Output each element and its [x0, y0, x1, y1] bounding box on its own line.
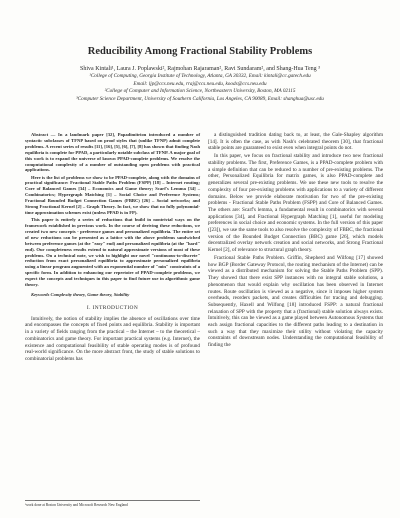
section-heading-introduction: I. INTRODUCTION: [86, 304, 139, 311]
body-paragraph: In this paper, we focus on fractional stability and introduce two new fractional stability problems. The first, Preference Games, is a PPAD-complete problem with a simple definition that can be reduced to a number of pre-existing problems. The other, Personalized Equilibria for matrix games, is also PPAD-complete and generalizes several pre-existing problems. We use these new tools to resolve the complexity of four pre-existing problems with applications to a variety of different domains. Below we provide elaborate motivation for two of the pre-existing problems - Fractional Stable Paths Problem (FSPP) and Core of Balanced Games. The others are: Scarf's lemma, a fundamental result in combinatorics with several applications [34], and Fractional Hypergraph Matching [1], useful for modeling preferences in social choice and economic systems. In the full version of this paper ([23]), we use the same tools to also resolve the complexity of FBBC, the fractional version of the Bounded Budget Connection (BBC) game [26], which models decentralized overlay network creation and social networks, and Strong Fractional Kernel [2], of relevance to structural graph theory.: [208, 153, 383, 254]
abstract: [25, 132, 200, 298]
affiliation-2: ²College of Computer and Information Science, Northeastern University, Boston, MA 02115: [104, 88, 296, 95]
abstract-paragraph: Abstract — In a landmark paper [32], Papadimitriou introduced a number of syntactic subclasses of TFNP based on proof styles that (unlike TFNP) admit complete problems. A recent series of results [11], [16], [5], [6], [7], [8] has shown that finding Nash equilibria is complete for PPAD, a particularly notable subclass of TFNP. A major goal of this work is to expand the universe of known PPAD-complete problems. We resolve the computational complexity of a number of outstanding open problems with practical applications.: [25, 132, 200, 173]
affiliation-email-2: Email: ljp@ccs.neu.edu, rraj@ccs.neu.edu, koods@ccs.neu.edu: [133, 80, 267, 87]
left-column: [25, 132, 200, 364]
body-paragraph: a distinguished tradition dating back to, at least, the Gale-Shapley algorithm [14]. It is often the case, as with Nash's celebrated theorem [30], that fractional stable points are guaranteed to exist even when integral points do not.: [208, 132, 383, 152]
paper-title: Reducibility Among Fractional Stability Problems: [87, 46, 313, 57]
footnote: ¹work done at Boston University and Microsoft Research New England: [25, 500, 200, 507]
abstract-paragraph: This paper is entirely a series of reductions that build in nontrivial ways on the framework established in previous work. In the course of deriving these reductions, we created two new concepts - preference games and personalized equilibria. The entire set of new reductions can be presented as a lattice with the above problems sandwiched between preference games (at the "easy" end) and personalized equilibria (at the "hard" end). Our completeness results extend to natural approximate versions of most of these problems. On a technical note, we wish to highlight our novel "continuous-to-discrete" reduction from exact personalized equilibria to approximate personalized equilibria using a linear program augmented with an exponential number of "min" constraints of a specific form. In addition to enhancing our repertoire of PPAD-complete problems, we expect the concepts and techniques in this paper to find future use in algorithmic game theory.: [25, 217, 200, 288]
affiliation-3: ³Computer Science Department, University of Southern California, Los Angeles, CA 90089, Email: shanghua@usc.edu: [76, 95, 324, 102]
right-column: [208, 132, 383, 350]
introduction-body: [25, 316, 200, 363]
keywords: Keywords Complexity theory, Game theory, Stability: [31, 291, 130, 297]
author-block: [0, 66, 400, 103]
abstract-paragraph: Here is the list of problems we show to be PPAD-complete, along with the domains of practical significance: Fractional Stable Paths Problem (FSPP) [18] – Internet routing; Core of Balanced Games [34] – Economics and Game theory; Scarf's Lemma [34] – Combinatorics; Hypergraph Matching [1] – Social Choice and Preference Systems; Fractional Bounded Budget Connection Games (FBBC) [26] – Social networks; and Strong Fractional Kernel [2] – Graph Theory. In fact, we show that no fully polynomial-time approximation schemes exist (unless PPAD is in FP).: [25, 174, 200, 215]
author-names: Shiva Kintali¹, Laura J. Poplawski², Rajmohan Rajaraman², Ravi Sundaram², and Shang-Hua Teng ³: [80, 66, 320, 72]
body-paragraph: Fractional Stable Paths Problem. Griffin, Shepherd and Wilfong [17] showed how BGP (Border Gateway Protocol, the routing mechanism of the Internet) can be viewed as a distributed mechanism for solving the Stable Paths Problem (SPP). They showed that there exist SPP instances with no integral stable solutions, a phenomenon that would explain why oscillation has been observed in Internet routes. Route oscillation is viewed as a negative, since it imposes higher system overheads, reorders packets, and creates difficulties for tracing and debugging. Subsequently, Haxell and Wilfong [18] introduced FSPP: a natural fractional relaxation of SPP with the property that a (fractional) stable solution always exists. Intuitively, this can be viewed as a game played between Autonomous Systems that each assign fractional capacities to the different paths leading to a destination in such a way that they maximize their utility without violating the capacity constraints of downstream nodes. Understanding the computational feasibility of finding the: [208, 255, 383, 349]
affiliation-1: ¹College of Computing, Georgia Institute of Technology, Atlanta, GA 30332, Email: kintali@cc.gatech.edu: [89, 73, 311, 80]
body-paragraph: Intuitively, the notion of stability implies the absence of oscillations over time and encompasses the concepts of fixed points and equilibria. Stability is important in a variety of fields ranging from the practical – the Internet – to the theoretical – combinatorics and game theory. For important practical systems (e.g. Internet), the existence and computational feasibility of stable operating modes is of profound real-world significance. On the more abstract front, the study of stable solutions to combinatorial problems has: [25, 315, 200, 362]
